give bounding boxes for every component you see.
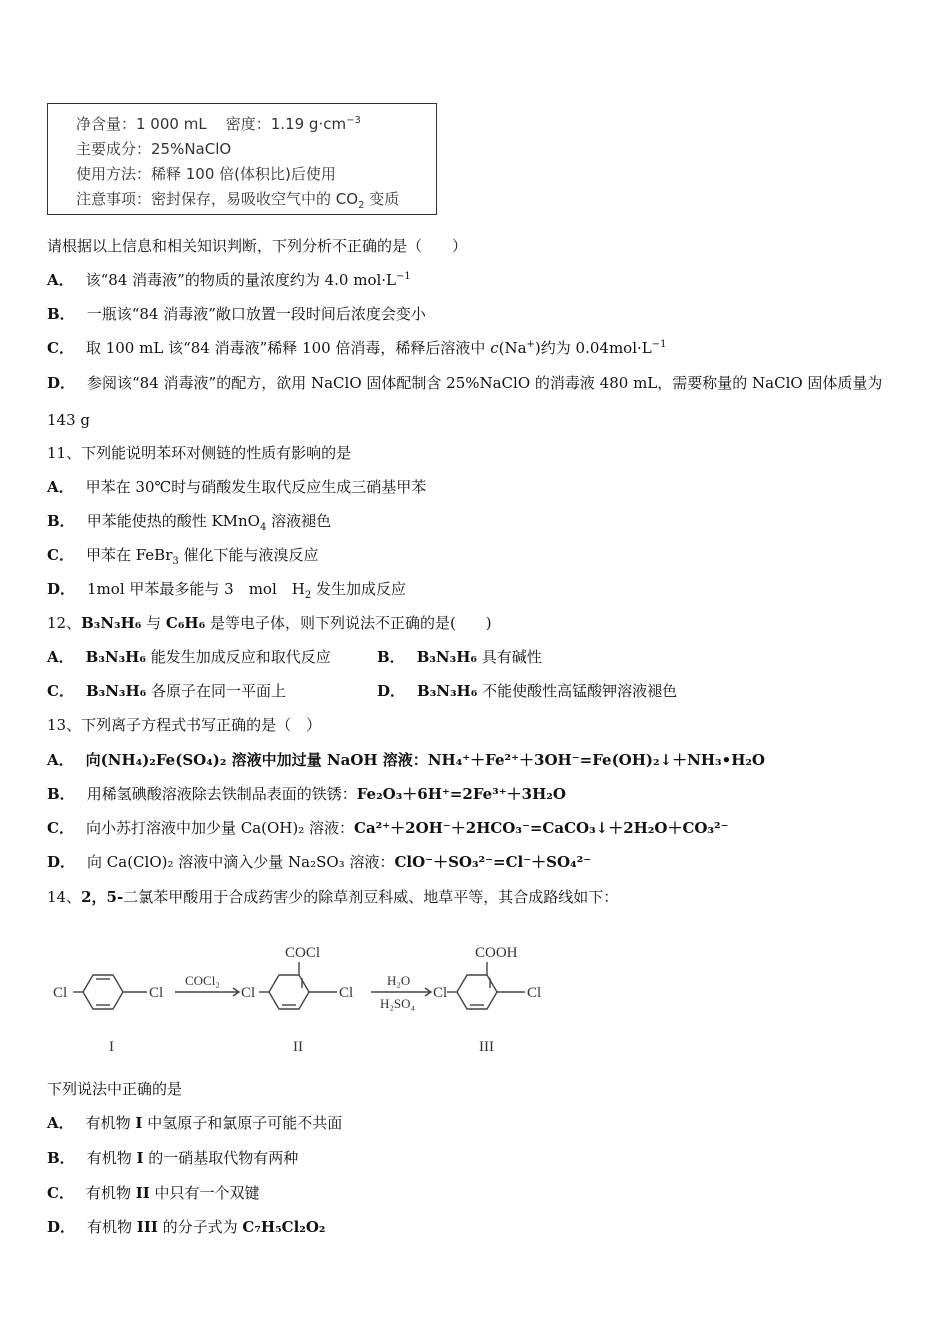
q11-stem: 11、下列能说明苯环对侧链的性质有影响的是: [47, 444, 352, 462]
q14-sub-stem: 下列说法中正确的是: [47, 1080, 183, 1098]
q10-option-b: B． 一瓶该“84 消毒液”敞口放置一段时间后浓度会变小: [47, 305, 426, 323]
reagent-water: H₂O: [387, 973, 411, 988]
reagent-cocl2: COCl₂: [185, 973, 220, 988]
q11-option-c: C． 甲苯在 FeBr$_3$ 催化下能与液溴反应: [47, 546, 319, 567]
q14-option-a: A． 有机物 I 中氢原子和氯原子可能不共面: [47, 1114, 343, 1132]
q13-option-d: D． 向 Ca(ClO)₂ 溶液中滴入少量 Na₂SO₃ 溶液：ClO⁻＋SO₃²⁻=Cl⁻＋SO₄²⁻: [47, 853, 592, 871]
cl-right-iii: Cl: [527, 985, 542, 1001]
q14-option-c: C． 有机物 II 中只有一个双键: [47, 1184, 260, 1202]
q11-option-d: D． 1mol 甲苯最多能与 3 mol $H_2$ 发生加成反应: [47, 580, 406, 601]
net-volume: 净含量：1 000 mL: [76, 115, 207, 133]
label-line-1: [76, 112, 436, 137]
label-compound-iii: III: [479, 1039, 494, 1055]
label-compound-i: I: [109, 1039, 114, 1055]
q10-stem: 请根据以上信息和相关知识判断，下列分析不正确的是（ ）: [47, 237, 468, 255]
density: 密度：1.19 g·cm: [225, 115, 347, 133]
cl-right-i: Cl: [149, 985, 164, 1001]
synthesis-route-diagram: [47, 930, 557, 1058]
q14-option-d: D． 有机物 III 的分子式为 C₇H₅Cl₂O₂: [47, 1218, 326, 1236]
product-label-box: [47, 103, 437, 215]
reagent-sulfuric-acid: H₂SO₄: [380, 996, 416, 1011]
benzene-ring-i: [83, 975, 123, 1009]
q14-option-b: B． 有机物 I 的一硝基取代物有两种: [47, 1149, 299, 1167]
q12-stem: 12、B₃N₃H₆ 与 C₆H₆ 是等电子体，则下列说法不正确的是( ): [47, 614, 492, 632]
q10-option-d: D． 参阅该“84 消毒液”的配方，欲用 NaClO 固体配制含 25%NaClO 的消毒液 480 mL，需要称量的 NaClO 固体质量为: [47, 374, 883, 392]
q13-option-c: C． 向小苏打溶液中加少量 Ca(OH)₂ 溶液：Ca²⁺＋2OH⁻＋2HCO₃⁻=CaCO₃↓＋2H₂O＋CO₃²⁻: [47, 819, 729, 837]
density-exponent: −3: [346, 115, 361, 126]
q12-option-b: B． B₃N₃H₆ 具有碱性: [377, 648, 542, 666]
main-component: 主要成分：25%NaClO: [76, 140, 232, 158]
cl-left-i: Cl: [53, 985, 68, 1001]
q13-stem: 13、下列离子方程式书写正确的是（ ）: [47, 716, 322, 734]
cl-right-ii: Cl: [339, 985, 354, 1001]
q12-option-c: C． B₃N₃H₆ 各原子在同一平面上: [47, 682, 287, 700]
q12-option-a: A． B₃N₃H₆ 能发生加成反应和取代反应: [47, 648, 331, 666]
q12-option-d: D． B₃N₃H₆ 不能使酸性高锰酸钾溶液褪色: [377, 682, 678, 700]
q11-option-b: B． 甲苯能使热的酸性 KMnO$_4$ 溶液褪色: [47, 512, 332, 533]
group-cocl: COCl: [285, 945, 321, 961]
q10-option-d-continued: 143 g: [47, 411, 91, 429]
q11-option-a: A． 甲苯在 30℃时与硝酸发生取代反应生成三硝基甲苯: [47, 478, 427, 496]
benzene-ring-iii: [457, 975, 497, 1009]
cl-left-iii: Cl: [433, 985, 448, 1001]
cl-left-ii: Cl: [241, 985, 256, 1001]
benzene-ring-ii: [269, 975, 309, 1009]
q14-stem: 14、2，5-二氯苯甲酸用于合成药害少的除草剂豆科威、地草平等，其合成路线如下：: [47, 888, 619, 906]
q13-option-a: A． 向(NH₄)₂Fe(SO₄)₂ 溶液中加过量 NaOH 溶液：NH₄⁺＋Fe²⁺＋3OH⁻=Fe(OH)₂↓＋NH₃•H₂O: [47, 751, 765, 769]
group-cooh: COOH: [475, 945, 518, 961]
q10-option-a: A． 该“84 消毒液”的物质的量浓度约为 4.0 $mol\cdot L^{-1}$: [47, 271, 411, 289]
q10-option-c: C． 取 100 mL 该“84 消毒液”稀释 100 倍消毒，稀释后溶液中 c(Na+)约为 $0.04mol\cdot L^{-1}$: [47, 339, 667, 357]
usage: 使用方法：稀释 100 倍(体积比)后使用: [76, 165, 336, 183]
label-compound-ii: II: [293, 1039, 303, 1055]
q13-option-b: B． 用稀氢碘酸溶液除去铁制品表面的铁锈：Fe₂O₃＋6H⁺=2Fe³⁺＋3H₂O: [47, 785, 566, 803]
notice: 注意事项：密封保存，易吸收空气中的 $CO_2$ 变质: [76, 190, 400, 211]
